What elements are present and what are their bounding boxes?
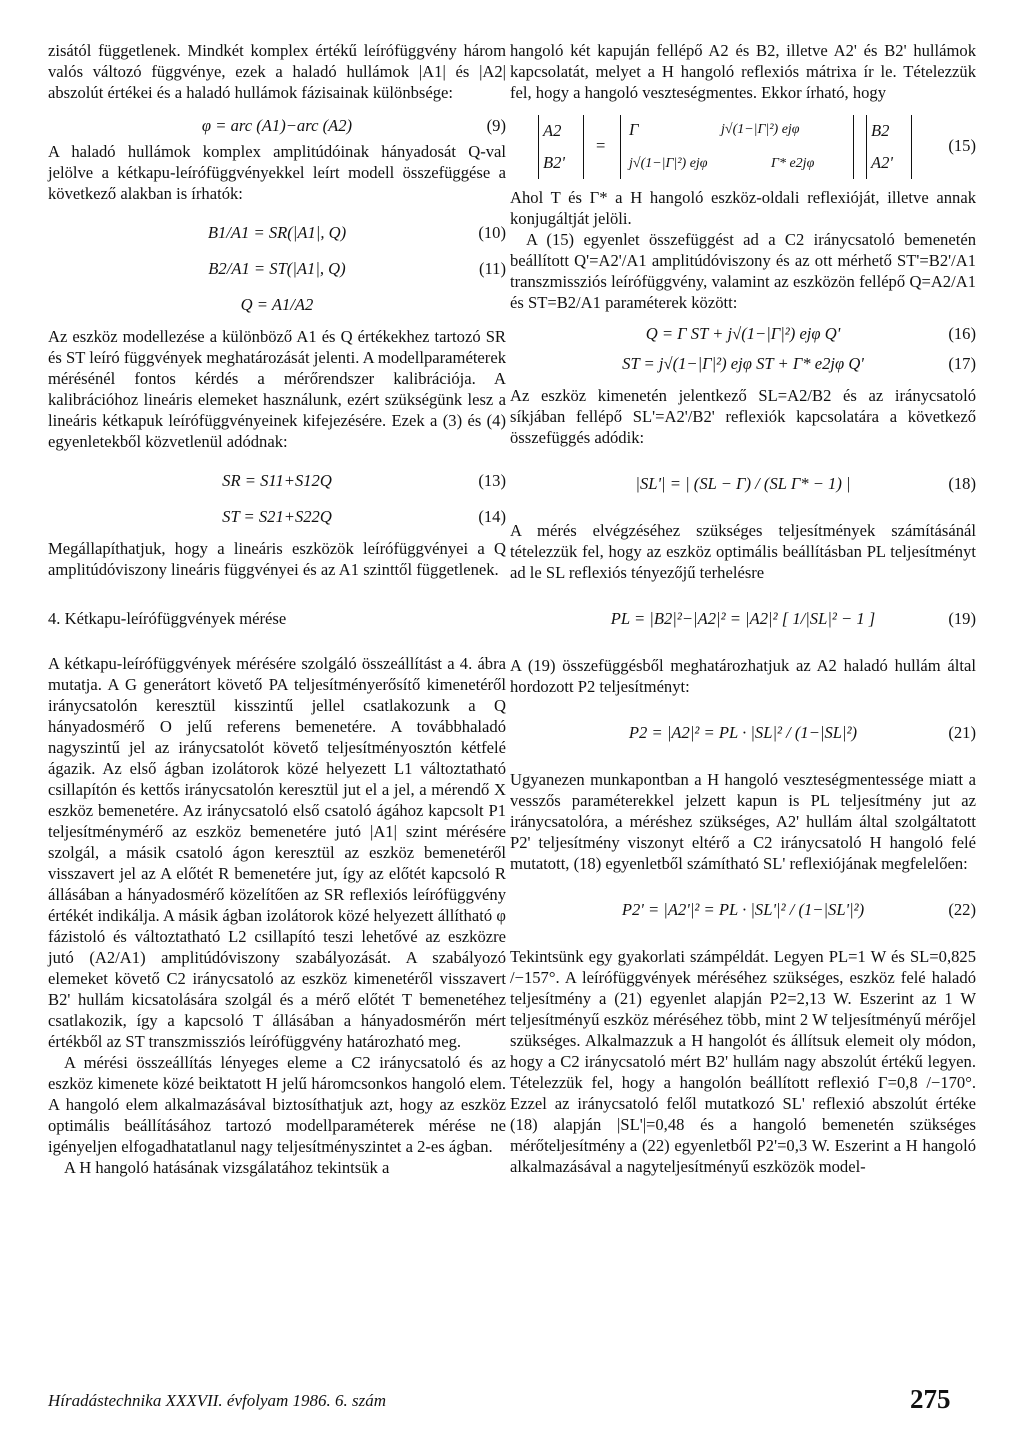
matrix-cell-12: j√(1−|Γ|²) ejφ — [721, 122, 800, 137]
equation-text: φ = arc (A1)−arc (A2) — [201, 116, 353, 135]
equation-19 — [510, 583, 976, 655]
paragraph: Tekintsünk egy gyakorlati számpéldát. Legyen PL=1 W és SL=0,825 /−157°. A leírófüggvények méréséhez szükséges, eszköz felé haladó teljesítmény a (21) egyenlet alapján P2=2,13 W. Eszerint az 1 W teljesítményű eszköz méréséhez több, mint 2 W teljesítményű mérőjel szükséges. Alkalmazzuk a H hangolót és állítsuk elemeit oly módon, hogy a C2 iránycsatoló mért B2' hullám nagy abszolút értékű legyen. Tételezzük fel, hogy a hangolón beállított reflexió Γ=0,8 /−170°. Ezzel az iránycsatoló felől mutatkozó SL' reflexió abszolút értéke (18) alapján |SL'|=0,48 és a hangoló bemenetén szükséges mérőteljesítmény a (22) egyenletből P2'=0,3 W. Eszerint a H hangoló alkalmazásával a nagyteljesítményű eszközök model- — [510, 947, 976, 1176]
page-number: 275 — [910, 1384, 951, 1414]
paragraph: A H hangoló hatásának vizsgálatához tekintsük a — [64, 1158, 390, 1177]
equation-text: ST = j√(1−|Γ|²) ejφ ST + Γ* e2jφ Q' — [622, 354, 864, 373]
equation-22 — [510, 874, 976, 946]
paragraph: hangoló két kapuján fellépő A2 és B2, illetve A2' és B2' hullámok kapcsolatát, melyet a H hangoló reflexiós mátrixa ír le. Tételezzük fel, hogy a hangoló veszteségmentes. Ekkor írható, hogy — [510, 41, 976, 102]
equation-text: Q = A1/A2 — [240, 295, 314, 314]
equation-text: SR = S11+S12Q — [222, 471, 332, 490]
equation-number: (11) — [478, 259, 506, 278]
matrix-cell-21: j√(1−|Γ|²) ejφ — [629, 156, 708, 171]
equation-number: (17) — [948, 354, 976, 373]
equation-14 — [48, 502, 506, 532]
equation-text: ST = S21+S22Q — [222, 507, 332, 526]
paragraph: A mérés elvégzéséhez szükséges teljesítmények számításánál tételezzük fel, hogy az eszköz optimális beállításban PL teljesítményt ad le SL reflexiós tényezőjű terhelésre — [510, 521, 976, 582]
equation-13 — [48, 466, 506, 496]
paragraph: A haladó hullámok komplex amplitúdóinak hányadosát Q-val jelölve a kétkapu-leírófüggvényekkel leírt modell összefüggése a következő alakban is írhatók: — [48, 142, 506, 203]
equation-11 — [48, 254, 506, 284]
paragraph: A (15) egyenlet összefüggést ad a C2 iránycsatoló bemenetén beállított Q'=A2'/A1 amplitúdóviszony és az ott mérhető ST'=B2'/A1 transzmissziós leírófüggvény, valamint az eszközön fellépő Q=A2/A1 és ST=B2/A1 paraméterek között: — [510, 230, 976, 312]
matrix-equals: = — [596, 136, 606, 155]
paragraph: Megállapíthatjuk, hogy a lineáris eszközök leírófüggvényei a Q amplitúdóviszony lineáris függvényei és az A1 szinttől függetlenek. — [48, 539, 506, 579]
journal-footer: Híradástechnika XXXVII. évfolyam 1986. 6. szám — [48, 1391, 387, 1410]
equation-q — [48, 290, 506, 320]
matrix-lhs-top: A2 — [543, 121, 562, 140]
paragraph: A kétkapu-leírófüggvények mérésére szolgáló összeállítást a 4. ábra mutatja. A G generátort követő PA teljesítményerősítő kimenetéről iránycsatolón keresztül kisszintű jellel csatlakozunk a Q hányadosmérő O jelű referens bemenetére. A továbbhaladó nagyszintű jel az iránycsatolót követő teljesítményosztón kétfelé ágazik. Az első ágban izolátorok közé helyezett L1 változtatható csillapítón és kettős iránycsatolón keresztül jut el a jel, a mérendő X eszköz bemenetére. Az iránycsatoló első csatoló ágához kapcsolt P1 teljesítménymérő az eszköz bemenetére jutó |A1| szint mérésére szolgál, a másik csatoló ágon keresztül az eszköz bemenetéről visszavert jel az A előtét R bemenetére jut, így az előtét kapcsoló R állásában a hányadosmérő közelítően az SR reflexiós leírófüggvény értékét indikálja. A másik ágban izolátorok közé helyezett állítható φ fázistoló és változtatható L2 csillapító teszi lehetővé az eszközre jutó (A2/A1) amplitúdóviszony szabályozását. A szabályozó elemeket követő C2 iránycsatoló az eszköz kimenetéről visszavert B2' hullám kicsatolására szolgál és a mérő előtét T bemenetéhez csatlakozik, így a kapcsoló T állásában a hányadosmérőn mért értékből az ST transzmissziós leírófüggvény határozható meg. — [48, 654, 506, 1051]
equation-number: (22) — [948, 900, 976, 919]
right-column — [510, 40, 976, 1177]
equation-text: |SL'| = | (SL − Γ) / (SL Γ* − 1) | — [635, 474, 851, 493]
equation-number: (13) — [478, 471, 506, 490]
paragraph: Az eszköz kimenetén jelentkező SL=A2/B2 és az iránycsatoló síkjában fellépő SL'=A2'/B2' reflexiók kapcsolatára a következő összefüggés adódik: — [510, 386, 976, 447]
equation-text: P2 = |A2|² = PL · |SL|² / (1−|SL|²) — [628, 723, 858, 742]
equation-text: B2/A1 = ST(|A1|, Q) — [208, 259, 346, 278]
paragraph: A (19) összefüggésből meghatározhatjuk az A2 haladó hullám által hordozott P2 teljesítményt: — [510, 656, 976, 696]
matrix-rhs-bottom: A2' — [871, 153, 893, 172]
paragraph: Az eszköz modellezése a különböző A1 és Q értékekhez tartozó SR és ST leíró függvények meghatározását jelenti. A modellparaméterek mérésénél fontos kérdés a mérőrendszer kalibrációja. A kalibrációhoz lineáris elemeket használunk, ezért szükségünk lesz a lineáris kétkapuk leírófüggvényeinek kifejezésére. Ezek a (3) és (4) egyenletekből közvetlenül adódnak: — [48, 327, 506, 451]
section-heading: 4. Kétkapu-leírófüggvények mérése — [48, 609, 287, 628]
equation-9 — [48, 111, 506, 141]
equation-number: (16) — [948, 324, 976, 343]
equation-18 — [510, 448, 976, 520]
equation-number: (9) — [486, 116, 506, 135]
equation-number: (18) — [948, 474, 976, 493]
equation-number: (15) — [948, 136, 976, 155]
paragraph: zisától függetlenek. Mindkét komplex értékű leírófüggvény három valós változó függvénye, ezek a haladó hullámok |A1| és |A2| abszolút értékei és a haladó hullámok fázisainak különbsége: — [48, 41, 506, 102]
equation-10 — [48, 218, 506, 248]
left-column — [48, 40, 506, 1178]
equation-text: Q = Γ ST + j√(1−|Γ|²) ejφ Q' — [645, 324, 841, 343]
matrix-cell-22: Γ* e2jφ — [771, 156, 815, 171]
equation-21 — [510, 697, 976, 769]
equation-number: (14) — [478, 507, 506, 526]
matrix-lhs-bottom: B2' — [543, 153, 565, 172]
equation-17 — [510, 349, 976, 379]
paragraph: Ahol T és Γ* a H hangoló eszköz-oldali reflexióját, illetve annak konjugáltját jelöli. — [510, 188, 976, 228]
matrix-equation-15 — [510, 111, 976, 187]
equation-text: PL = |B2|²−|A2|² = |A2|² [ 1/|SL|² − 1 ] — [610, 609, 876, 628]
paragraph: Ugyanezen munkapontban a H hangoló veszteségmentessége miatt a vesszős paraméterekkel jelzett kapun is PL teljesítmény jut az iránycsatolóra, a méréshez szükséges, A2' hullám által szolgáltatott P2' teljesítmény viszonyt eltérő a C2 iránycsatoló H hangoló felé mutatott, (18) egyenletből számítható SL' reflexiójának megfelelően: — [510, 770, 976, 873]
equation-text: B1/A1 = SR(|A1|, Q) — [207, 223, 347, 242]
equation-number: (10) — [478, 223, 506, 242]
equation-16 — [510, 319, 976, 349]
paragraph: A mérési összeállítás lényeges eleme a C2 iránycsatoló és az eszköz kimenete közé beiktatott H jelű háromcsonkos hangoló elem. A hangoló elem alkalmazásával biztosíthatjuk azt, hogy az eszköz optimális beállításához tartozó modellparaméterek mérése ne igényeljen elfogadhatatlanul nagy teljesítményszintet a 2-es ágban. — [48, 1053, 506, 1156]
matrix-rhs-top: B2 — [871, 121, 890, 140]
matrix-cell-11: Γ — [629, 120, 639, 139]
equation-number: (19) — [948, 609, 976, 628]
equation-number: (21) — [948, 723, 976, 742]
equation-text: P2' = |A2'|² = PL · |SL'|² / (1−|SL'|²) — [621, 900, 865, 919]
